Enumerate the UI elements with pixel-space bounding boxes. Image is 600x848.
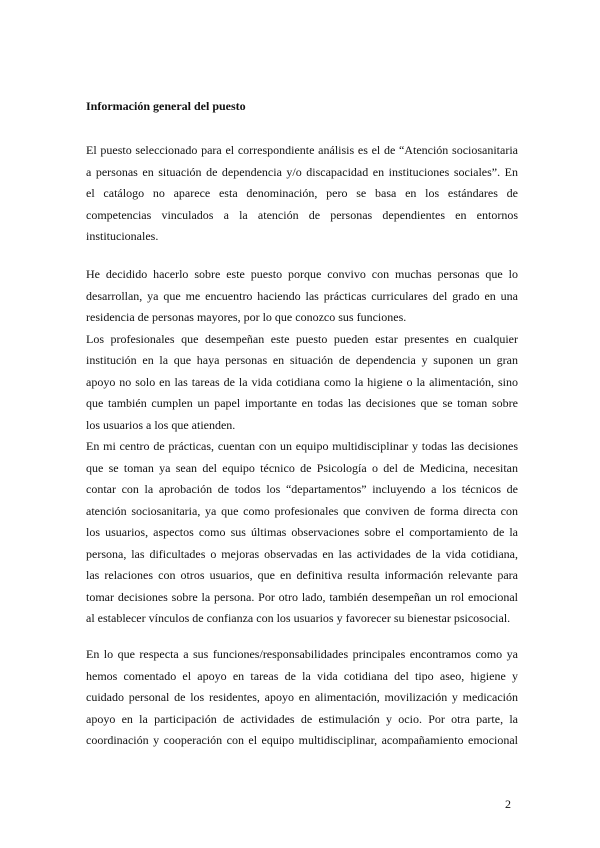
paragraph-line: desarrollan, ya que me encuentro haciendo las prácticas curriculares del grado en una: [86, 288, 518, 303]
paragraph-line: los usuarios a los que atienden.: [86, 417, 236, 432]
paragraph-line: contar con la aprobación de todos los “departamentos” incluyendo a los técnicos de: [86, 482, 518, 496]
paragraph-line: persona, las dificultades o mejoras observadas en las actividades de la vida cotidiana,: [86, 546, 518, 561]
paragraph-line: Los profesionales que desempeñan este puesto pueden estar presentes en cualquier: [86, 331, 518, 346]
paragraph-line: He decidido hacerlo sobre este puesto porque convivo con muchas personas que lo: [86, 267, 518, 281]
paragraph-line: institucionales.: [86, 229, 159, 243]
paragraph-line: tomar decisiones sobre la persona. Por otro lado, también desempeñan un rol emocional: [86, 589, 518, 604]
paragraph-line: al establecer vínculos de confianza con los usuarios y favorecer su bienestar psicosocial.: [86, 611, 511, 625]
paragraph-line: apoyo no solo en las tareas de la vida cotidiana como la higiene o la alimentación, sino: [86, 374, 518, 389]
paragraph-5: [86, 644, 518, 752]
paragraph-line: las relaciones con otros usuarios, que en definitiva resulta información relevante para: [86, 568, 518, 582]
paragraph-line: En mi centro de prácticas, cuentan con un equipo multidisciplinar y todas las decisiones: [86, 439, 518, 453]
section-heading: Información general del puesto: [86, 99, 246, 113]
paragraph-line: los usuarios, aspectos como sus últimas observaciones sobre el comportamiento de la: [86, 525, 518, 539]
paragraph-2: [86, 264, 518, 329]
paragraph-line: apoyo en la participación de actividades de estimulación y ocio. Por otra parte, la: [86, 711, 518, 726]
paragraph-line: residencia de personas mayores, por lo que conozco sus funciones.: [86, 310, 407, 324]
paragraph-line: que se toman ya sean del equipo técnico de Psicología o del de Medicina, necesitan: [86, 460, 518, 475]
paragraph-3: [86, 329, 518, 437]
paragraph-line: atención sociosanitaria, ya que como profesionales que conviven de forma directa con: [86, 503, 518, 518]
page-number: 2: [505, 797, 511, 811]
paragraph-line: hemos comentado el apoyo en tareas de la vida cotidiana del tipo aseo, higiene y: [86, 668, 518, 683]
paragraph-line: el catálogo no aparece esta denominación, pero se basa en los estándares de: [86, 186, 518, 200]
paragraph-1: [86, 140, 518, 248]
paragraph-line: cuidado personal de los residentes, apoyo en alimentación, movilización y medicación: [86, 690, 518, 704]
paragraph-line: En lo que respecta a sus funciones/responsabilidades principales encontramos como ya: [86, 647, 518, 661]
paragraph-line: El puesto seleccionado para el correspondiente análisis es el de “Atención sociosanitaria: [86, 143, 518, 157]
paragraph-line: que también cumplen un papel importante en todas las decisiones que se toman sobre: [86, 396, 518, 410]
paragraph-line: competencias vinculados a la atención de personas dependientes en entornos: [86, 207, 518, 222]
paragraph-line: coordinación y cooperación con el equipo multidisciplinar, acompañamiento emocional: [86, 733, 518, 747]
paragraph-line: institución en la que haya personas en situación de dependencia y suponen un gran: [86, 353, 518, 367]
paragraph-line: a personas en situación de dependencia y/o discapacidad en instituciones sociales”. En: [86, 164, 518, 179]
paragraph-4: [86, 436, 518, 630]
